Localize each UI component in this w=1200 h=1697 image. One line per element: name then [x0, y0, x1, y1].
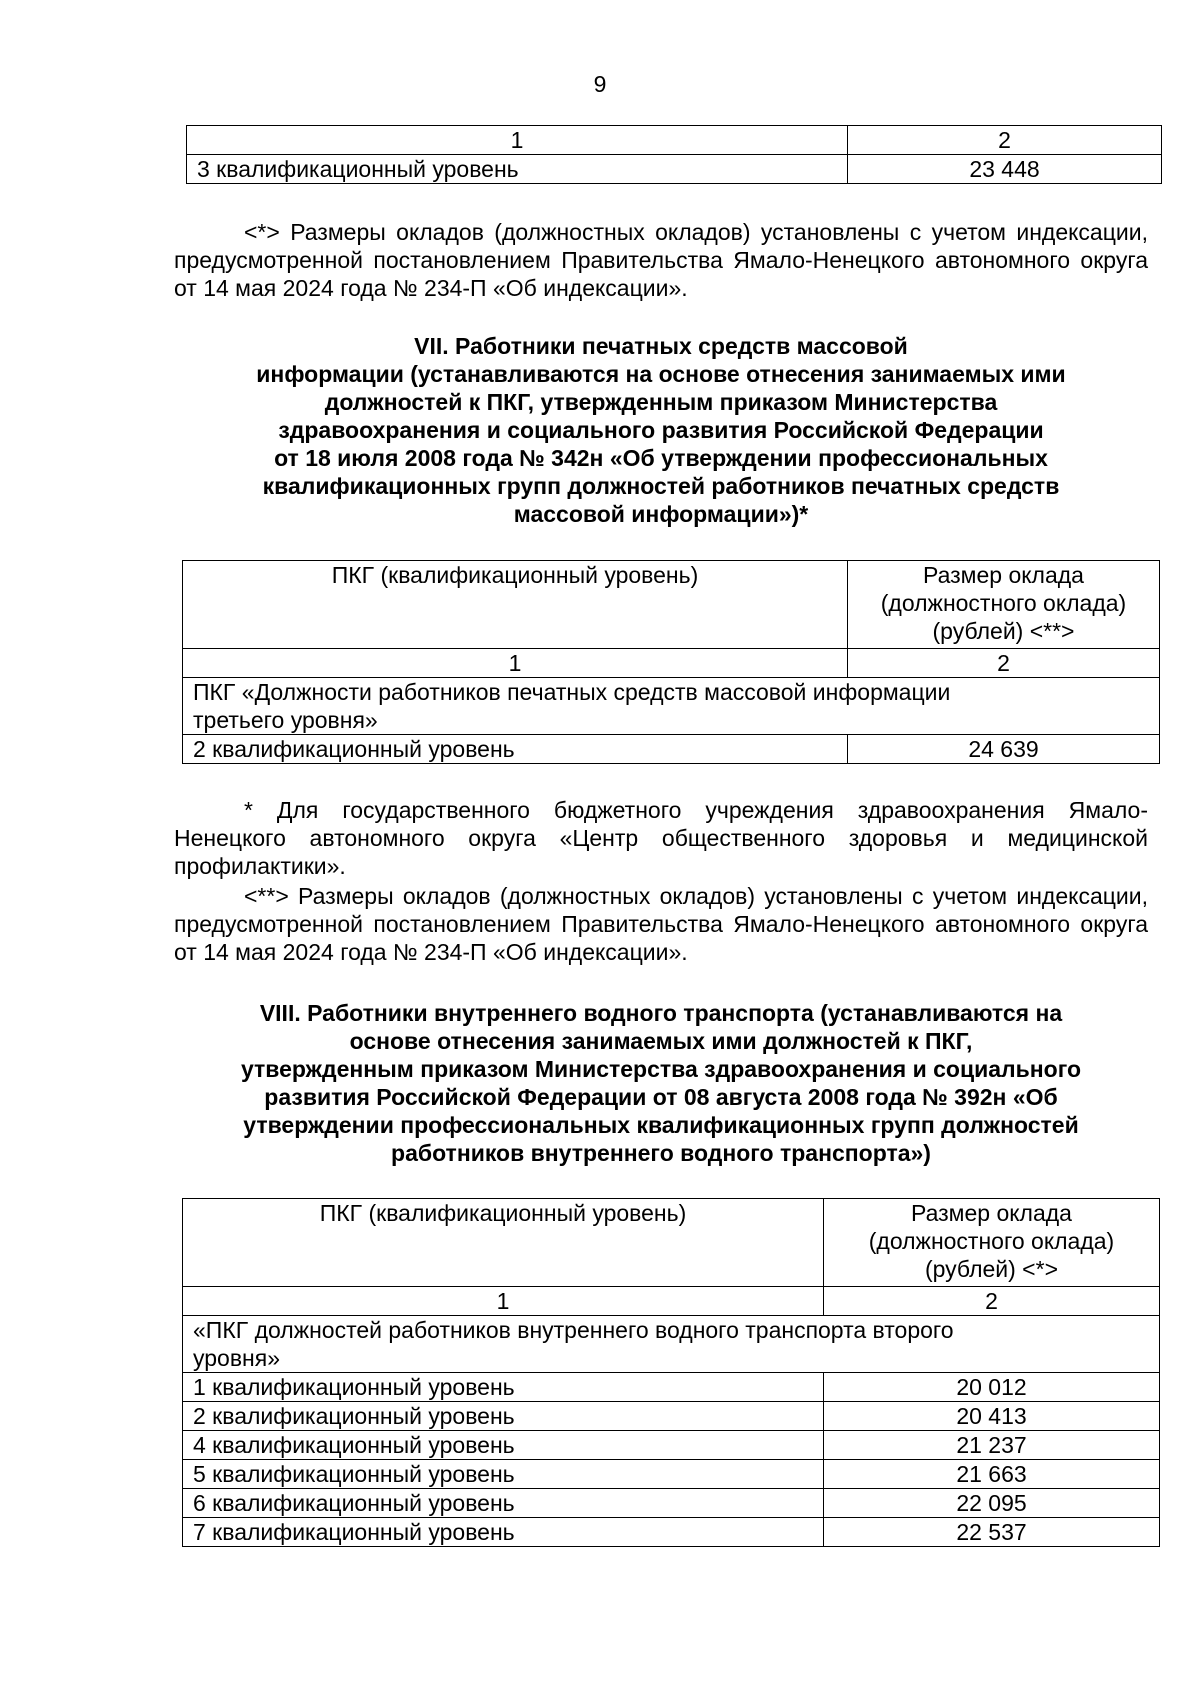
table-column-numbers-row: [183, 1287, 1160, 1316]
salary-cell: 20 413: [824, 1402, 1160, 1431]
salary-cell: 21 663: [824, 1460, 1160, 1489]
heading-line: утвержденным приказом Министерства здравоохранения и социального: [240, 1056, 1082, 1082]
table-row: [187, 155, 1162, 184]
table-column-numbers-row: [187, 126, 1162, 155]
level-cell: 6 квалификационный уровень: [183, 1489, 824, 1518]
table-group-row: [183, 678, 1160, 735]
column-number: 1: [183, 1287, 824, 1316]
salary-cell: 24 639: [848, 735, 1160, 764]
heading-line: утверждении профессиональных квалификационных групп должностей: [243, 1112, 1079, 1138]
header-salary-line: (рублей) <*>: [924, 1256, 1058, 1282]
header-salary-line: (должностного оклада): [868, 1228, 1115, 1254]
table-row: [183, 1460, 1160, 1489]
table-row: [183, 1489, 1160, 1518]
column-number: 2: [824, 1287, 1160, 1316]
note-star: * Для государственного бюджетного учреждения здравоохранения Ямало-Ненецкого автономного округа «Центр общественного здоровья и медицинской профилактики».: [174, 797, 1148, 879]
note-indexation: <*> Размеры окладов (должностных окладов) установлены с учетом индексации, предусмотренной постановлением Правительства Ямало-Ненецкого автономного округа от 14 мая 2024 года № 234-П «Об индексации».: [174, 219, 1148, 301]
table-row: [183, 1518, 1160, 1547]
table-row: [183, 1431, 1160, 1460]
group-line: «ПКГ должностей работников внутреннего водного транспорта второго: [193, 1317, 954, 1343]
table-column-numbers-row: [183, 649, 1160, 678]
table-section-viii: [182, 1198, 1160, 1547]
heading-line: VII. Работники печатных средств массовой: [414, 333, 908, 359]
section-vii-heading: [174, 332, 1148, 528]
salary-cell: 22 537: [824, 1518, 1160, 1547]
column-number: 2: [848, 649, 1160, 678]
column-number: 2: [848, 126, 1162, 155]
heading-line: здравоохранения и социального развития Российской Федерации: [278, 417, 1044, 443]
heading-line: массовой информации»)*: [513, 501, 809, 527]
level-cell: 1 квалификационный уровень: [183, 1373, 824, 1402]
table-group-row: [183, 1316, 1160, 1373]
salary-cell: 22 095: [824, 1489, 1160, 1518]
table-row: [183, 1402, 1160, 1431]
heading-line: VIII. Работники внутреннего водного транспорта (устанавливаются на: [259, 1000, 1063, 1026]
level-cell: 5 квалификационный уровень: [183, 1460, 824, 1489]
column-number: 1: [187, 126, 848, 155]
header-salary: [824, 1199, 1160, 1287]
table-row: [183, 1373, 1160, 1402]
header-salary-line: (рублей) <**>: [932, 618, 1075, 644]
group-cell: [183, 678, 1160, 735]
table-header-row: [183, 1199, 1160, 1287]
level-cell: 7 квалификационный уровень: [183, 1518, 824, 1547]
header-pkg: ПКГ (квалификационный уровень): [183, 561, 848, 649]
note-double-star: <**> Размеры окладов (должностных окладов) установлены с учетом индексации, предусмотренной постановлением Правительства Ямало-Ненецкого автономного округа от 14 мая 2024 года № 234-П «Об индексации».: [174, 883, 1148, 965]
group-line: третьего уровня»: [193, 707, 378, 733]
heading-line: должностей к ПКГ, утвержденным приказом Министерства: [324, 389, 998, 415]
level-cell: 3 квалификационный уровень: [187, 155, 848, 184]
heading-line: квалификационных групп должностей работников печатных средств: [262, 473, 1060, 499]
header-salary: [848, 561, 1160, 649]
salary-cell: 23 448: [848, 155, 1162, 184]
table-section-vii: [182, 560, 1160, 764]
heading-line: информации (устанавливаются на основе отнесения занимаемых ими: [256, 361, 1066, 387]
heading-line: основе отнесения занимаемых ими должностей к ПКГ,: [349, 1028, 973, 1054]
level-cell: 2 квалификационный уровень: [183, 735, 848, 764]
heading-line: развития Российской Федерации от 08 августа 2008 года № 392н «Об: [264, 1084, 1058, 1110]
section-viii-heading: [174, 999, 1148, 1167]
salary-cell: 21 237: [824, 1431, 1160, 1460]
heading-line: от 18 июля 2008 года № 342н «Об утверждении профессиональных: [274, 445, 1048, 471]
table-row: [183, 735, 1160, 764]
header-salary-line: Размер оклада: [923, 562, 1084, 588]
column-number: 1: [183, 649, 848, 678]
level-cell: 2 квалификационный уровень: [183, 1402, 824, 1431]
table-header-row: [183, 561, 1160, 649]
group-line: уровня»: [193, 1345, 280, 1371]
table-top: [186, 125, 1162, 184]
header-salary-line: (должностного оклада): [880, 590, 1127, 616]
group-line: ПКГ «Должности работников печатных средств массовой информации: [193, 679, 951, 705]
page-number: 9: [593, 71, 607, 97]
header-salary-line: Размер оклада: [911, 1200, 1072, 1226]
level-cell: 4 квалификационный уровень: [183, 1431, 824, 1460]
group-cell: [183, 1316, 1160, 1373]
salary-cell: 20 012: [824, 1373, 1160, 1402]
heading-line: работников внутреннего водного транспорта»): [391, 1140, 931, 1166]
header-pkg: ПКГ (квалификационный уровень): [183, 1199, 824, 1287]
